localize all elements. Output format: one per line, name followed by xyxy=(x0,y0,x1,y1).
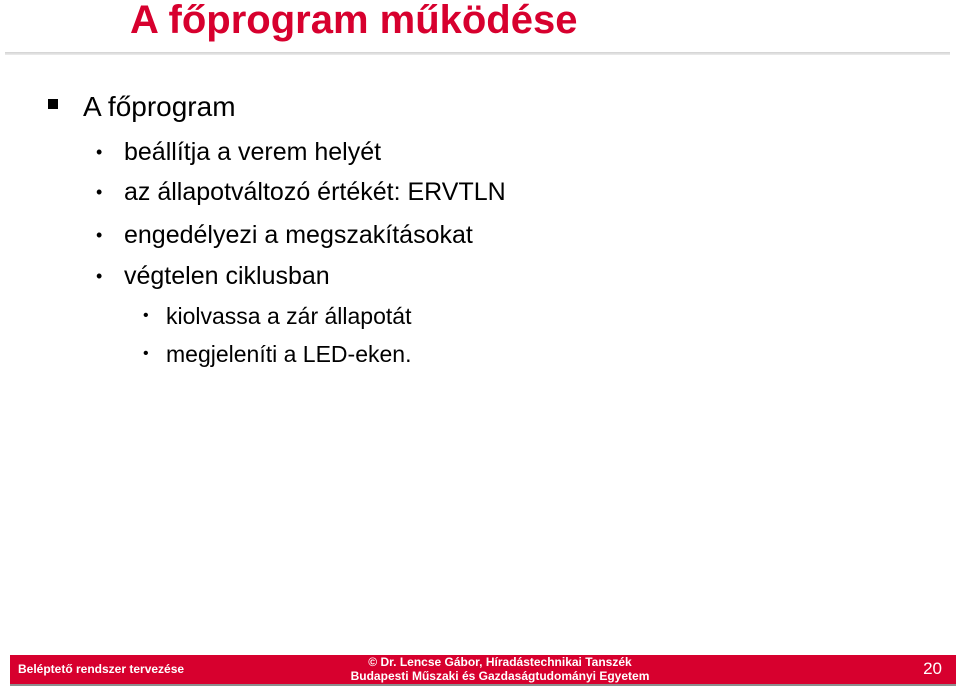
list-item-text: A főprogram xyxy=(83,91,236,122)
list-item-text: kiolvassa a zár állapotát xyxy=(166,303,412,329)
bullet-dot-icon: • xyxy=(96,142,103,162)
slide-footer xyxy=(10,655,956,686)
list-item-level2 xyxy=(96,176,506,208)
list-item-level2 xyxy=(96,219,473,251)
list-item-text: megjeleníti a LED-eken. xyxy=(166,341,412,367)
list-item-text: engedélyezi a megszakításokat xyxy=(124,221,473,249)
page-number: 20 xyxy=(923,659,942,678)
bullet-dot-icon: • xyxy=(143,345,149,362)
footer-copyright: © Dr. Lencse Gábor, Híradástechnikai Tanszék xyxy=(368,655,632,669)
bullet-dot-icon: • xyxy=(143,307,149,324)
footer-course-title: Beléptető rendszer tervezése xyxy=(18,662,185,676)
list-item-text: végtelen ciklusban xyxy=(124,262,330,290)
footer-credits xyxy=(330,655,670,683)
list-item-level2 xyxy=(96,260,330,292)
list-item-level3 xyxy=(143,339,411,369)
footer-university: Budapesti Műszaki és Gazdaságtudományi Egyetem xyxy=(350,669,650,683)
list-item-text: az állapotváltozó értékét: ERVTLN xyxy=(124,178,506,206)
slide-title: A főprogram működése xyxy=(130,0,578,42)
list-item-text: beállítja a verem helyét xyxy=(124,138,382,166)
square-bullet-icon xyxy=(48,99,58,109)
bullet-dot-icon: • xyxy=(96,225,103,245)
bullet-dot-icon: • xyxy=(96,182,103,202)
title-divider xyxy=(5,52,950,55)
list-item-level2 xyxy=(96,136,381,168)
list-item-level3 xyxy=(143,301,411,331)
bullet-dot-icon: • xyxy=(96,266,103,286)
list-item-level1 xyxy=(48,89,236,125)
